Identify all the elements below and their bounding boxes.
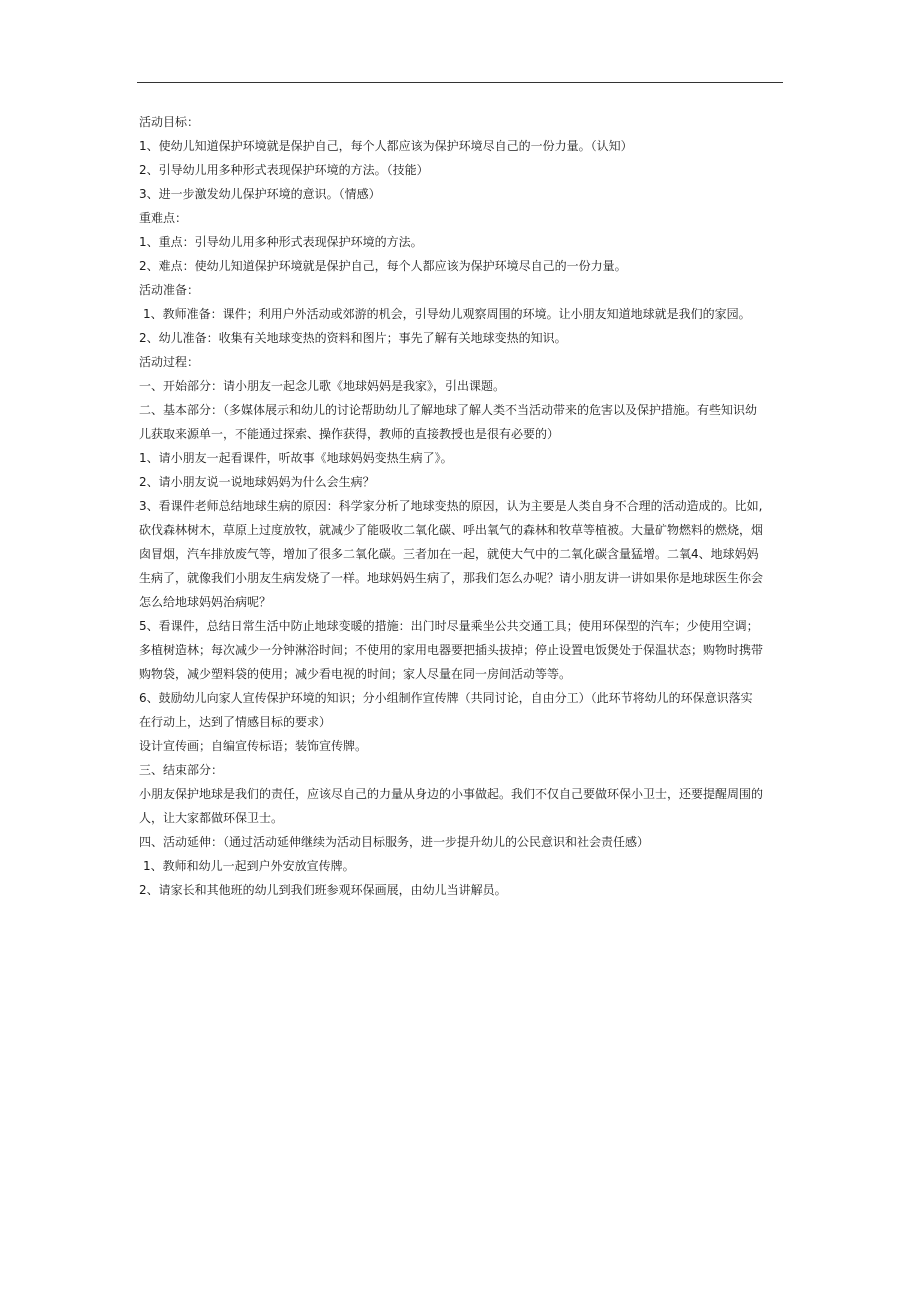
process-step-5-line-1: 5、看课件，总结日常生活中防止地球变暖的措施：出门时尽量乘坐公共交通工具；使用环保型的汽车；少使用空调； — [139, 619, 759, 633]
section-heading-preparation: 活动准备： — [139, 283, 200, 297]
section-heading-key-points: 重难点： — [139, 211, 188, 225]
key-point-item-1: 1、重点：引导幼儿用多种形式表现保护环境的方法。 — [139, 235, 423, 249]
process-step-6-line-1: 6、鼓励幼儿向家人宣传保护环境的知识；分小组制作宣传牌（共同讨论，自由分工）（此环节将幼儿的环保意识落实 — [139, 691, 753, 705]
goal-item-2: 2、引导幼儿用多种形式表现保护环境的方法。（技能） — [139, 163, 429, 177]
extension-item-1: 1、教师和幼儿一起到户外安放宣传牌。 — [143, 859, 355, 873]
section-heading-ending: 三、结束部分： — [139, 763, 224, 777]
process-part-1: 一、开始部分：请小朋友一起念儿歌《地球妈妈是我家》，引出课题。 — [139, 379, 506, 393]
process-step-3-line-1: 3、看课件老师总结地球生病的原因：科学家分析了地球变热的原因，认为主要是人类自身不合理的活动造成的。比如, — [139, 499, 763, 513]
document-body — [139, 110, 787, 902]
process-design-line: 设计宣传画；自编宣传标语；装饰宣传牌。 — [139, 739, 368, 753]
process-step-6-line-2: 在行动上，达到了情感目标的要求） — [139, 715, 332, 729]
section-heading-goals: 活动目标： — [139, 115, 200, 129]
process-step-3-line-4: 生病了，就像我们小朋友生病发烧了一样。地球妈妈生病了，那我们怎么办呢？请小朋友讲一讲如果你是地球医生你会 — [139, 571, 764, 585]
section-heading-process: 活动过程： — [139, 355, 200, 369]
preparation-item-2: 2、幼儿准备：收集有关地球变热的资料和图片；事先了解有关地球变热的知识。 — [139, 331, 567, 345]
process-step-3-line-5: 怎么给地球妈妈治病呢？ — [139, 595, 272, 609]
section-heading-extension: 四、活动延伸：（通过活动延伸继续为活动目标服务，进一步提升幼儿的公民意识和社会责任感） — [139, 835, 650, 849]
ending-text-line-2: 人，让大家都做环保卫士。 — [139, 811, 284, 825]
process-step-5-line-2: 多植树造林；每次减少一分钟淋浴时间；不使用的家用电器要把插头拔掉；停止设置电饭煲处于保温状态；购物时携带 — [139, 643, 764, 657]
key-point-item-2: 2、难点：使幼儿知道保护环境就是保护自己，每个人都应该为保护环境尽自己的一份力量。 — [139, 259, 627, 273]
process-step-3-line-3: 囱冒烟，汽车排放废气等，增加了很多二氧化碳。三者加在一起，就使大气中的二氧化碳含量猛增。二氧4、地球妈妈 — [139, 547, 759, 561]
process-part-2-line-2: 儿获取来源单一，不能通过探索、操作获得，教师的直接教授也是很有必要的） — [139, 427, 560, 441]
extension-item-2: 2、请家长和其他班的幼儿到我们班参观环保画展，由幼儿当讲解员。 — [139, 883, 507, 897]
goal-item-3: 3、进一步激发幼儿保护环境的意识。（情感） — [139, 187, 381, 201]
goal-item-1: 1、使幼儿知道保护环境就是保护自己，每个人都应该为保护环境尽自己的一份力量。（认知） — [139, 139, 633, 153]
process-step-2: 2、请小朋友说一说地球妈妈为什么会生病？ — [139, 475, 375, 489]
header-rule — [137, 82, 783, 83]
process-step-1: 1、请小朋友一起看课件，听故事《地球妈妈变热生病了》。 — [139, 451, 453, 465]
ending-text-line-1: 小朋友保护地球是我们的责任，应该尽自己的力量从身边的小事做起。我们不仅自己要做环保小卫士，还要提醒周围的 — [139, 787, 764, 801]
preparation-item-1: 1、教师准备：课件；利用户外活动或郊游的机会，引导幼儿观察周围的环境。让小朋友知道地球就是我们的家园。 — [143, 307, 751, 321]
process-part-2-line-1: 二、基本部分：（多媒体展示和幼儿的讨论帮助幼儿了解地球了解人类不当活动带来的危害以及保护措施。有些知识幼 — [139, 403, 758, 417]
process-step-3-line-2: 砍伐森林树木，草原上过度放牧，就减少了能吸收二氧化碳、呼出氧气的森林和牧草等植被。大量矿物燃料的燃烧，烟 — [139, 523, 764, 537]
process-step-5-line-3: 购物袋，减少塑料袋的使用；减少看电视的时间；家人尽量在同一房间活动等等。 — [139, 667, 572, 681]
